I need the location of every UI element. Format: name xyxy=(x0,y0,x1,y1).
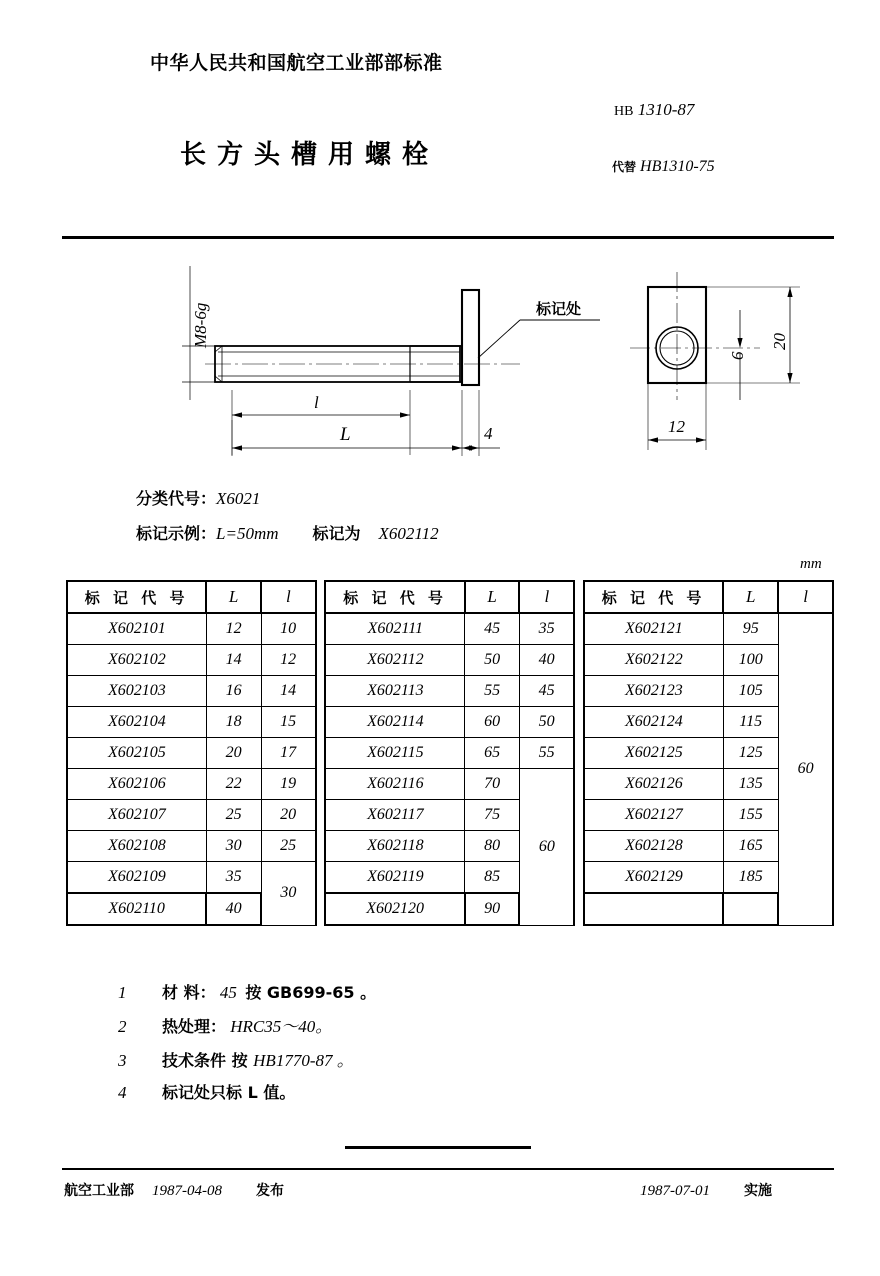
cell-code: X602117 xyxy=(325,800,464,831)
column-group-gap xyxy=(316,831,326,862)
cell-thread-length-l: 60 xyxy=(778,613,833,925)
technical-drawing xyxy=(0,250,880,480)
cell-length-L: 115 xyxy=(723,707,778,738)
cell-code: X602121 xyxy=(584,613,723,645)
marking-example-dim: L=50mm xyxy=(216,524,279,543)
footer-divider-rule xyxy=(62,1168,834,1170)
table-row xyxy=(67,893,833,925)
replaces-value: HB1310-75 xyxy=(640,158,715,175)
cell-length-L: 65 xyxy=(465,738,520,769)
col-header-L-3: L xyxy=(723,581,778,613)
cell-length-L: 55 xyxy=(465,676,520,707)
cell-code: X602115 xyxy=(325,738,464,769)
cell-thread-length-l: 25 xyxy=(261,831,316,862)
col-header-code-2: 标 记 代 号 xyxy=(325,581,464,613)
replaces-label: 代替 xyxy=(612,160,637,174)
table-row xyxy=(67,613,833,645)
note-text-label: 热处理： xyxy=(162,1017,227,1036)
replaces-note xyxy=(612,158,715,176)
header-divider-rule xyxy=(62,236,834,239)
head-height-dim-label: 20 xyxy=(770,333,789,350)
classification-code-value: X6021 xyxy=(216,489,261,508)
column-group-gap xyxy=(316,676,326,707)
cell-thread-length-l: 12 xyxy=(261,645,316,676)
column-group-gap xyxy=(574,893,584,925)
column-group-gap xyxy=(316,738,326,769)
footer-issue-action: 发布 xyxy=(256,1183,284,1199)
cell-code: X602128 xyxy=(584,831,723,862)
footer-issuer: 航空工业部 xyxy=(64,1183,134,1199)
footer-effective-action: 实施 xyxy=(744,1183,772,1199)
footer-short-rule xyxy=(345,1146,531,1149)
cell-thread-length-l: 35 xyxy=(519,613,574,645)
cell-thread-length-l: 30 xyxy=(261,862,316,926)
cell-length-L: 95 xyxy=(723,613,778,645)
overall-length-dim-label: L xyxy=(340,424,351,445)
cell-length-L: 100 xyxy=(723,645,778,676)
cell-code: X602109 xyxy=(67,862,206,894)
head-width-dim-label: 12 xyxy=(668,417,685,436)
cell-thread-length-l: 10 xyxy=(261,613,316,645)
note-text-label: 材 料： xyxy=(162,983,216,1002)
column-group-gap xyxy=(316,800,326,831)
table-row xyxy=(67,645,833,676)
table-row xyxy=(67,831,833,862)
classification-code-line xyxy=(136,486,260,509)
cell-thread-length-l: 45 xyxy=(519,676,574,707)
footer-effective-date: 1987-07-01 xyxy=(640,1183,710,1199)
cell-thread-length-l: 50 xyxy=(519,707,574,738)
cell-code: X602118 xyxy=(325,831,464,862)
cell-code: X602111 xyxy=(325,613,464,645)
note-text-value: HB1770-87 。 xyxy=(253,1051,354,1070)
cell-length-L: 20 xyxy=(206,738,261,769)
column-group-gap xyxy=(574,831,584,862)
cell-length-L: 155 xyxy=(723,800,778,831)
cell-code xyxy=(584,893,723,925)
note-item xyxy=(118,1046,376,1071)
column-group-gap xyxy=(316,581,326,613)
head-thickness-dim-label: 4 xyxy=(484,424,493,443)
cell-code: X602125 xyxy=(584,738,723,769)
column-group-gap xyxy=(316,613,326,645)
cell-length-L: 85 xyxy=(465,862,520,894)
marking-location-label: 标记处 xyxy=(536,300,582,318)
cell-length-L: 60 xyxy=(465,707,520,738)
footer-effective-block xyxy=(640,1180,772,1200)
cell-thread-length-l: 14 xyxy=(261,676,316,707)
cell-length-L xyxy=(723,893,778,925)
column-group-gap xyxy=(316,769,326,800)
table-row xyxy=(67,800,833,831)
footer-issue-date: 1987-04-08 xyxy=(152,1183,222,1199)
col-header-code-1: 标 记 代 号 xyxy=(67,581,206,613)
cell-code: X602116 xyxy=(325,769,464,800)
cell-length-L: 16 xyxy=(206,676,261,707)
column-group-gap xyxy=(574,707,584,738)
drawing-svg xyxy=(0,250,880,480)
dimension-table-wrapper xyxy=(66,580,834,926)
cell-code: X602105 xyxy=(67,738,206,769)
cell-thread-length-l: 55 xyxy=(519,738,574,769)
page-title: 长方头槽用螺栓 xyxy=(180,140,440,170)
cell-code: X602101 xyxy=(67,613,206,645)
col-header-l-2: l xyxy=(519,581,574,613)
table-row xyxy=(67,676,833,707)
note-number: 3 xyxy=(118,1051,127,1070)
note-number: 1 xyxy=(118,983,127,1002)
note-text-reference: 按 GB699-65 。 xyxy=(245,983,377,1002)
standard-number-value: 1310-87 xyxy=(637,100,695,119)
note-text xyxy=(162,1046,354,1071)
cell-code: X602107 xyxy=(67,800,206,831)
marking-example-mark-value: X602112 xyxy=(378,524,439,543)
cell-code: X602112 xyxy=(325,645,464,676)
cell-length-L: 105 xyxy=(723,676,778,707)
column-group-gap xyxy=(574,769,584,800)
note-text xyxy=(162,1012,332,1037)
cell-code: X602126 xyxy=(584,769,723,800)
notes-list xyxy=(118,980,376,1112)
cell-length-L: 75 xyxy=(465,800,520,831)
note-number: 2 xyxy=(118,1017,127,1036)
column-group-gap xyxy=(574,862,584,894)
cell-length-L: 35 xyxy=(206,862,261,894)
cell-length-L: 125 xyxy=(723,738,778,769)
cell-code: X602103 xyxy=(67,676,206,707)
note-text-value: 45 xyxy=(215,983,237,1002)
cell-code: X602120 xyxy=(325,893,464,925)
dimension-table-body xyxy=(67,613,833,925)
column-group-gap xyxy=(574,581,584,613)
dimension-table xyxy=(66,580,834,926)
cell-code: X602102 xyxy=(67,645,206,676)
column-group-gap xyxy=(574,738,584,769)
dimension-table-head xyxy=(67,581,833,613)
classification-code-label: 分类代号： xyxy=(136,489,217,508)
table-row xyxy=(67,862,833,894)
column-group-gap xyxy=(574,613,584,645)
column-group-gap xyxy=(316,893,326,925)
column-group-gap xyxy=(574,800,584,831)
cell-length-L: 14 xyxy=(206,645,261,676)
cell-code: X602114 xyxy=(325,707,464,738)
cell-code: X602129 xyxy=(584,862,723,894)
note-item xyxy=(118,980,376,1003)
cell-length-L: 185 xyxy=(723,862,778,894)
note-text-label: 技术条件 按 xyxy=(162,1051,254,1070)
cell-code: X602108 xyxy=(67,831,206,862)
standard-number xyxy=(614,100,694,120)
cell-code: X602104 xyxy=(67,707,206,738)
table-row xyxy=(67,738,833,769)
note-item xyxy=(118,1080,376,1103)
col-header-L-1: L xyxy=(206,581,261,613)
cell-thread-length-l: 15 xyxy=(261,707,316,738)
cell-length-L: 50 xyxy=(465,645,520,676)
col-header-l-3: l xyxy=(778,581,833,613)
cell-length-L: 40 xyxy=(206,893,261,925)
cell-length-L: 80 xyxy=(465,831,520,862)
note-number: 4 xyxy=(118,1083,127,1102)
thread-length-dim-label: l xyxy=(314,393,319,412)
cell-length-L: 165 xyxy=(723,831,778,862)
cell-thread-length-l: 20 xyxy=(261,800,316,831)
cell-code: X602113 xyxy=(325,676,464,707)
footer-issue-block xyxy=(64,1180,284,1200)
note-item xyxy=(118,1012,376,1037)
column-group-gap xyxy=(574,676,584,707)
column-group-gap xyxy=(316,862,326,894)
standard-number-prefix: HB xyxy=(614,104,634,119)
cell-code: X602123 xyxy=(584,676,723,707)
cell-length-L: 70 xyxy=(465,769,520,800)
note-text-value: HRC35～40。 xyxy=(226,1017,333,1036)
slot-dim-label: 6 xyxy=(728,351,747,360)
column-group-gap xyxy=(316,645,326,676)
cell-length-L: 90 xyxy=(465,893,520,925)
ministry-heading: 中华人民共和国航空工业部部标准 xyxy=(150,52,443,74)
column-group-gap xyxy=(574,645,584,676)
marking-example-mark-label: 标记为 xyxy=(312,524,361,543)
col-header-L-2: L xyxy=(465,581,520,613)
cell-thread-length-l: 40 xyxy=(519,645,574,676)
cell-thread-length-l: 17 xyxy=(261,738,316,769)
cell-length-L: 45 xyxy=(465,613,520,645)
cell-code: X602119 xyxy=(325,862,464,894)
cell-length-L: 18 xyxy=(206,707,261,738)
cell-length-L: 12 xyxy=(206,613,261,645)
cell-code: X602106 xyxy=(67,769,206,800)
column-group-gap xyxy=(316,707,326,738)
cell-code: X602110 xyxy=(67,893,206,925)
cell-code: X602124 xyxy=(584,707,723,738)
cell-length-L: 22 xyxy=(206,769,261,800)
marking-example-label: 标记示例： xyxy=(136,524,217,543)
thread-spec-label: M8-6g xyxy=(191,302,210,348)
cell-thread-length-l: 19 xyxy=(261,769,316,800)
note-text xyxy=(162,1080,295,1103)
note-text-label: 标记处只标 L 值。 xyxy=(162,1083,296,1102)
cell-thread-length-l: 60 xyxy=(519,769,574,926)
col-header-l-1: l xyxy=(261,581,316,613)
cell-code: X602122 xyxy=(584,645,723,676)
marking-example-line xyxy=(136,521,439,544)
cell-length-L: 25 xyxy=(206,800,261,831)
cell-length-L: 135 xyxy=(723,769,778,800)
col-header-code-3: 标 记 代 号 xyxy=(584,581,723,613)
table-header-row xyxy=(67,581,833,613)
cell-length-L: 30 xyxy=(206,831,261,862)
table-row xyxy=(67,769,833,800)
cell-code: X602127 xyxy=(584,800,723,831)
table-unit-label: mm xyxy=(800,556,822,572)
table-row xyxy=(67,707,833,738)
note-text xyxy=(162,980,376,1003)
